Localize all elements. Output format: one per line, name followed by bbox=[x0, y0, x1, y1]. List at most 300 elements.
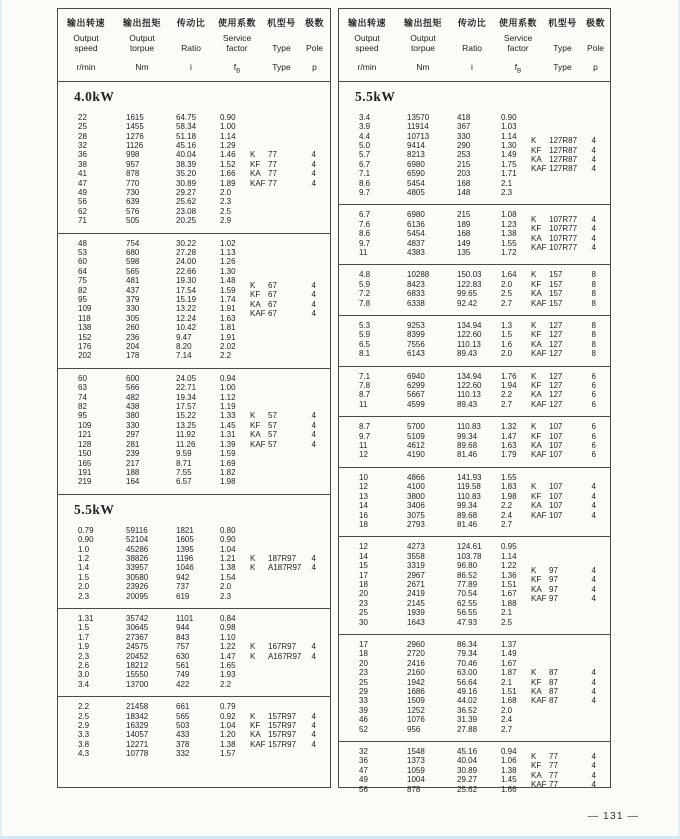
cell-torque: 600 bbox=[126, 373, 140, 383]
table-row bbox=[78, 323, 250, 332]
type-pole: 4 bbox=[591, 243, 596, 253]
ratio-block bbox=[339, 315, 610, 366]
cell-factor: 1.66 bbox=[501, 784, 517, 794]
cell-torque: 3558 bbox=[407, 551, 425, 561]
cell-speed: 150 bbox=[78, 449, 92, 459]
cell-ratio: 122.60 bbox=[457, 330, 482, 340]
type-entry bbox=[531, 761, 596, 770]
cell-ratio: 749 bbox=[176, 670, 190, 680]
col-header-zh: 机型号 bbox=[548, 18, 577, 28]
data-rows bbox=[339, 270, 531, 308]
cell-ratio: 30.89 bbox=[457, 765, 478, 775]
ratio-block bbox=[58, 696, 330, 765]
cell-ratio: 110.13 bbox=[457, 390, 481, 400]
header-units bbox=[339, 62, 610, 75]
cell-speed: 5.0 bbox=[359, 140, 371, 150]
table-row bbox=[78, 160, 250, 169]
type-pole: 4 bbox=[311, 739, 316, 749]
type-prefix: KA bbox=[531, 687, 542, 696]
type-model: 127 bbox=[549, 321, 563, 330]
table-row bbox=[78, 554, 250, 563]
table-row bbox=[359, 132, 531, 141]
type-prefix: KA bbox=[531, 770, 542, 780]
cell-torque: 2967 bbox=[407, 570, 425, 580]
cell-ratio: 62.55 bbox=[457, 598, 478, 608]
table-row bbox=[78, 393, 250, 402]
col-header-service-factor bbox=[212, 16, 262, 53]
cell-speed: 152 bbox=[78, 332, 92, 342]
table-row bbox=[78, 314, 250, 323]
table-row bbox=[359, 747, 531, 756]
type-entry bbox=[250, 179, 316, 188]
type-prefix: K bbox=[250, 280, 256, 290]
type-model: 87 bbox=[549, 668, 558, 678]
cell-factor: 1.63 bbox=[220, 313, 236, 323]
cell-factor: 1.83 bbox=[501, 482, 517, 492]
cell-ratio: 619 bbox=[176, 591, 190, 601]
cell-ratio: 503 bbox=[176, 721, 190, 731]
cell-factor: 1.47 bbox=[220, 651, 236, 661]
type-entry bbox=[250, 730, 316, 739]
cell-factor: 1.04 bbox=[220, 721, 236, 731]
header-labels bbox=[339, 16, 610, 53]
cell-torque: 6980 bbox=[407, 159, 425, 169]
type-entry bbox=[531, 687, 596, 696]
table-row bbox=[359, 473, 531, 482]
cell-speed: 74 bbox=[78, 392, 87, 402]
type-prefix: K bbox=[531, 321, 537, 330]
table-row bbox=[78, 477, 250, 486]
cell-speed: 9.7 bbox=[359, 431, 371, 441]
cell-factor: 1.55 bbox=[501, 238, 517, 248]
cell-speed: 109 bbox=[78, 420, 92, 430]
table-row bbox=[78, 333, 250, 342]
type-prefix: K bbox=[250, 642, 256, 652]
type-prefix: KAF bbox=[531, 243, 547, 253]
cell-ratio: 418 bbox=[457, 112, 471, 122]
cell-torque: 10713 bbox=[407, 131, 430, 141]
cell-factor: 1.47 bbox=[501, 431, 517, 441]
cell-ratio: 134.94 bbox=[457, 371, 482, 381]
type-pole: 4 bbox=[311, 178, 316, 188]
cell-ratio: 561 bbox=[176, 661, 190, 670]
cell-factor: 1.98 bbox=[220, 477, 236, 487]
cell-speed: 219 bbox=[78, 477, 92, 487]
table-row bbox=[78, 179, 250, 188]
cell-ratio: 51.18 bbox=[176, 131, 197, 141]
cell-torque: 18212 bbox=[126, 661, 149, 670]
type-prefix: KAF bbox=[250, 178, 266, 188]
cell-ratio: 122.60 bbox=[457, 381, 482, 391]
page-edge-left bbox=[0, 0, 2, 839]
table-row bbox=[359, 141, 531, 150]
type-model: 107R77 bbox=[549, 243, 578, 253]
cell-torque: 1004 bbox=[407, 775, 425, 785]
col-unit-ratio: i bbox=[190, 62, 192, 72]
type-model: 107R77 bbox=[549, 224, 578, 234]
table-row bbox=[78, 286, 250, 295]
cell-ratio: 99.34 bbox=[457, 501, 478, 511]
col-header-en: Ratio bbox=[462, 42, 482, 53]
cell-torque: 956 bbox=[407, 724, 421, 734]
table-row bbox=[359, 169, 531, 178]
cell-ratio: 215 bbox=[457, 210, 471, 220]
col-unit-pole: p bbox=[593, 62, 598, 72]
cell-torque: 13570 bbox=[407, 112, 430, 122]
cell-ratio: 124.61 bbox=[457, 542, 482, 552]
cell-speed: 1.5 bbox=[78, 572, 90, 582]
type-model: 57 bbox=[268, 420, 277, 430]
type-pole: 4 bbox=[591, 770, 596, 780]
cell-speed: 95 bbox=[78, 411, 87, 421]
cell-ratio: 89.43 bbox=[457, 399, 478, 409]
type-prefix: KAF bbox=[250, 309, 266, 319]
type-entry bbox=[531, 432, 596, 441]
type-pole: 4 bbox=[591, 668, 596, 678]
cell-speed: 25 bbox=[78, 122, 87, 132]
col-header-en: Output speed bbox=[354, 33, 380, 53]
cell-torque: 2671 bbox=[407, 579, 425, 589]
type-prefix: KA bbox=[531, 584, 542, 594]
type-entry bbox=[531, 234, 596, 243]
type-pole: 4 bbox=[311, 290, 316, 300]
col-unit-ratio: i bbox=[471, 62, 473, 72]
table-row bbox=[78, 468, 250, 477]
type-model: 127 bbox=[549, 339, 563, 349]
table-row bbox=[78, 614, 250, 623]
table-row bbox=[359, 552, 531, 561]
table-row bbox=[78, 383, 250, 392]
cell-speed: 3.8 bbox=[78, 739, 90, 749]
table-row bbox=[78, 563, 250, 572]
table-row bbox=[359, 580, 531, 589]
type-pole: 4 bbox=[591, 224, 596, 234]
cell-speed: 14 bbox=[359, 501, 368, 511]
cell-ratio: 49.16 bbox=[457, 687, 478, 696]
cell-ratio: 433 bbox=[176, 730, 190, 740]
type-pole: 4 bbox=[591, 594, 596, 604]
col-header-ratio bbox=[170, 16, 212, 53]
cell-torque: 6143 bbox=[407, 349, 425, 359]
cell-torque: 20095 bbox=[126, 591, 149, 601]
col-unit-type: Type bbox=[553, 62, 572, 72]
table-row bbox=[78, 642, 250, 651]
cell-factor: 1.00 bbox=[220, 122, 236, 132]
cell-ratio: 168 bbox=[457, 178, 471, 188]
cell-factor: 1.10 bbox=[220, 632, 236, 642]
table-row bbox=[359, 785, 531, 794]
table-row bbox=[359, 649, 531, 658]
type-pole: 4 bbox=[311, 721, 316, 731]
cell-torque: 437 bbox=[126, 285, 140, 295]
cell-speed: 20 bbox=[359, 658, 368, 668]
type-model: 127R87 bbox=[549, 155, 578, 165]
cell-speed: 5.3 bbox=[359, 321, 371, 330]
cell-torque: 188 bbox=[126, 467, 140, 477]
cell-factor: 0.95 bbox=[501, 542, 517, 552]
type-prefix: KAF bbox=[531, 696, 547, 706]
table-row bbox=[359, 381, 531, 390]
cell-ratio: 45.16 bbox=[457, 747, 478, 757]
cell-torque: 21458 bbox=[126, 702, 149, 712]
cell-torque: 6940 bbox=[407, 371, 425, 381]
table-row bbox=[359, 706, 531, 715]
data-rows bbox=[339, 422, 531, 460]
cell-ratio: 36.52 bbox=[457, 705, 478, 715]
cell-ratio: 19.34 bbox=[176, 392, 197, 402]
cell-torque: 8423 bbox=[407, 279, 425, 289]
type-entry bbox=[531, 594, 596, 603]
cell-speed: 47 bbox=[359, 765, 368, 775]
type-model: 127 bbox=[549, 371, 563, 381]
table-row bbox=[78, 207, 250, 216]
cell-torque: 1126 bbox=[126, 140, 144, 150]
cell-torque: 4190 bbox=[407, 450, 425, 460]
col-unit-type: Type bbox=[272, 62, 291, 72]
cell-factor: 1.19 bbox=[220, 402, 236, 412]
ratio-block bbox=[339, 467, 610, 536]
cell-factor: 2.1 bbox=[501, 178, 513, 188]
table-row bbox=[359, 766, 531, 775]
ratio-block bbox=[339, 204, 610, 264]
cell-torque: 9414 bbox=[407, 140, 425, 150]
cell-speed: 29 bbox=[359, 687, 368, 696]
table-row bbox=[359, 482, 531, 491]
type-pole: 8 bbox=[591, 279, 596, 289]
cell-torque: 2793 bbox=[407, 519, 425, 529]
type-prefix: KAF bbox=[531, 399, 547, 409]
type-list bbox=[531, 372, 610, 410]
type-pole: 4 bbox=[311, 730, 316, 740]
cell-ratio: 79.34 bbox=[457, 649, 478, 659]
table-row bbox=[359, 571, 531, 580]
type-entry bbox=[531, 400, 596, 409]
table-row bbox=[78, 749, 250, 758]
cell-torque: 6338 bbox=[407, 298, 425, 308]
cell-torque: 5454 bbox=[407, 178, 425, 188]
cell-factor: 1.55 bbox=[501, 472, 517, 482]
cell-factor: 1.51 bbox=[501, 687, 517, 696]
type-entry bbox=[531, 422, 596, 431]
type-entry bbox=[531, 372, 596, 381]
data-rows bbox=[58, 526, 250, 601]
type-entry bbox=[250, 440, 316, 449]
cell-factor: 1.14 bbox=[501, 551, 517, 561]
cell-torque: 33957 bbox=[126, 563, 149, 573]
col-unit-pole: p bbox=[312, 62, 317, 72]
ratio-block bbox=[58, 521, 330, 608]
data-rows bbox=[58, 374, 250, 487]
cell-ratio: 1605 bbox=[176, 535, 194, 545]
type-model: 77 bbox=[549, 779, 558, 789]
type-entry bbox=[531, 164, 596, 173]
table-row bbox=[359, 422, 531, 431]
cell-ratio: 20.25 bbox=[176, 216, 197, 226]
cell-torque: 5109 bbox=[407, 431, 425, 441]
cell-speed: 7.6 bbox=[359, 219, 371, 229]
table-row bbox=[78, 421, 250, 430]
type-pole: 4 bbox=[591, 751, 596, 761]
cell-ratio: 13.22 bbox=[176, 304, 197, 314]
cell-torque: 13700 bbox=[126, 679, 149, 689]
cell-ratio: 96.80 bbox=[457, 561, 478, 571]
type-entry bbox=[531, 330, 596, 339]
cell-factor: 2.7 bbox=[501, 399, 513, 409]
cell-speed: 8.1 bbox=[359, 349, 371, 359]
type-pole: 8 bbox=[591, 349, 596, 359]
cell-speed: 1.2 bbox=[78, 553, 90, 563]
cell-factor: 1.5 bbox=[501, 330, 513, 340]
type-model: 157 bbox=[549, 289, 563, 299]
type-entry bbox=[250, 652, 316, 661]
ratio-block bbox=[339, 366, 610, 417]
cell-ratio: 215 bbox=[457, 159, 471, 169]
cell-factor: 1.6 bbox=[501, 339, 513, 349]
col-header-zh: 使用系数 bbox=[217, 18, 256, 28]
cell-factor: 0.94 bbox=[220, 373, 236, 383]
cell-factor: 2.7 bbox=[501, 724, 513, 734]
cell-torque: 438 bbox=[126, 402, 140, 412]
cell-factor: 1.68 bbox=[501, 696, 517, 706]
type-list bbox=[531, 113, 610, 198]
cell-torque: 3406 bbox=[407, 501, 425, 511]
cell-speed: 33 bbox=[359, 696, 368, 706]
table-row bbox=[359, 542, 531, 551]
type-pole: 4 bbox=[311, 169, 316, 179]
type-model: 77 bbox=[268, 159, 277, 169]
cell-factor: 1.36 bbox=[501, 570, 517, 580]
cell-ratio: 1395 bbox=[176, 544, 194, 554]
cell-speed: 53 bbox=[78, 247, 87, 257]
type-entry bbox=[531, 575, 596, 584]
cell-ratio: 22.71 bbox=[176, 383, 197, 393]
cell-speed: 14 bbox=[359, 551, 368, 561]
cell-factor: 2.3 bbox=[501, 187, 513, 197]
col-header-en: Service factor bbox=[222, 33, 252, 53]
type-list bbox=[531, 747, 610, 794]
cell-factor: 2.5 bbox=[501, 617, 513, 627]
cell-speed: 3.4 bbox=[359, 112, 371, 122]
type-model: 127 bbox=[549, 349, 563, 359]
cell-factor: 1.33 bbox=[220, 411, 236, 421]
cell-factor: 1.81 bbox=[220, 323, 236, 333]
table-row bbox=[359, 321, 531, 330]
table-row bbox=[78, 374, 250, 383]
type-entry bbox=[531, 349, 596, 358]
table-row bbox=[78, 712, 250, 721]
data-rows bbox=[339, 321, 531, 359]
table-row bbox=[359, 248, 531, 257]
cell-ratio: 70.54 bbox=[457, 589, 478, 599]
col-header-zh: 极数 bbox=[304, 18, 324, 28]
cell-factor: 1.12 bbox=[220, 392, 236, 402]
cell-factor: 2.0 bbox=[501, 349, 513, 359]
cell-torque: 12271 bbox=[126, 739, 149, 749]
table-row bbox=[359, 330, 531, 339]
cell-ratio: 99.34 bbox=[457, 431, 478, 441]
cell-speed: 95 bbox=[78, 295, 87, 304]
cell-factor: 1.06 bbox=[501, 756, 517, 766]
cell-ratio: 135 bbox=[457, 247, 471, 257]
type-entry bbox=[250, 642, 316, 651]
type-pole: 8 bbox=[591, 270, 596, 280]
cell-ratio: 11.26 bbox=[176, 439, 196, 449]
cell-torque: 18342 bbox=[126, 711, 149, 721]
table-row bbox=[78, 592, 250, 601]
cell-torque: 5454 bbox=[407, 229, 425, 239]
cell-speed: 6.7 bbox=[359, 159, 371, 169]
cell-speed: 56 bbox=[78, 197, 87, 207]
cell-ratio: 330 bbox=[457, 131, 471, 141]
cell-ratio: 378 bbox=[176, 739, 190, 749]
type-pole: 4 bbox=[591, 696, 596, 706]
col-header-zh: 输出扭矩 bbox=[403, 18, 442, 28]
type-model: 157 bbox=[549, 279, 563, 289]
cell-speed: 118 bbox=[78, 313, 91, 323]
type-model: 77 bbox=[549, 761, 558, 771]
col-header-zh: 机型号 bbox=[267, 18, 296, 28]
cell-speed: 8.6 bbox=[359, 229, 371, 239]
cell-ratio: 27.28 bbox=[176, 247, 197, 257]
type-model: 157R97 bbox=[268, 739, 297, 749]
type-prefix: KAF bbox=[531, 450, 547, 460]
type-pole: 4 bbox=[591, 565, 596, 575]
type-prefix: K bbox=[250, 411, 256, 421]
cell-ratio: 7.14 bbox=[176, 351, 192, 361]
cell-torque: 4100 bbox=[407, 482, 425, 492]
type-model: 107 bbox=[549, 441, 563, 451]
cell-speed: 71 bbox=[78, 216, 87, 226]
type-model: 127 bbox=[549, 390, 563, 400]
type-pole: 4 bbox=[591, 136, 596, 146]
cell-torque: 998 bbox=[126, 150, 140, 160]
type-entry bbox=[250, 721, 316, 730]
table-row bbox=[78, 411, 250, 420]
cell-speed: 9.7 bbox=[359, 238, 371, 248]
cell-factor: 1.49 bbox=[501, 649, 517, 659]
cell-torque: 5667 bbox=[407, 390, 425, 400]
cell-speed: 5.9 bbox=[359, 279, 371, 289]
type-prefix: K bbox=[250, 150, 256, 160]
type-pole: 4 bbox=[591, 779, 596, 789]
cell-ratio: 58.34 bbox=[176, 122, 197, 132]
cell-speed: 7.1 bbox=[359, 169, 371, 179]
cell-speed: 9.7 bbox=[359, 187, 371, 197]
cell-speed: 82 bbox=[78, 402, 87, 412]
type-prefix: KA bbox=[250, 430, 261, 440]
type-model: 157R97 bbox=[268, 721, 297, 731]
type-pole: 4 bbox=[591, 575, 596, 585]
cell-factor: 1.54 bbox=[220, 572, 236, 582]
type-entry bbox=[531, 566, 596, 575]
type-pole: 4 bbox=[311, 439, 316, 449]
cell-factor: 2.2 bbox=[501, 390, 513, 400]
cell-factor: 1.04 bbox=[220, 544, 236, 554]
cell-ratio: 110.83 bbox=[457, 491, 481, 501]
type-pole: 4 bbox=[311, 159, 316, 169]
table-row bbox=[359, 775, 531, 784]
table-row bbox=[359, 668, 531, 677]
cell-torque: 330 bbox=[126, 420, 140, 430]
cell-torque: 1615 bbox=[126, 112, 144, 122]
table-row bbox=[359, 179, 531, 188]
type-prefix: K bbox=[250, 711, 256, 721]
cell-torque: 598 bbox=[126, 257, 140, 267]
cell-speed: 7.1 bbox=[359, 371, 371, 381]
type-pole: 8 bbox=[591, 339, 596, 349]
table-row bbox=[359, 349, 531, 358]
cell-factor: 1.67 bbox=[501, 589, 517, 599]
